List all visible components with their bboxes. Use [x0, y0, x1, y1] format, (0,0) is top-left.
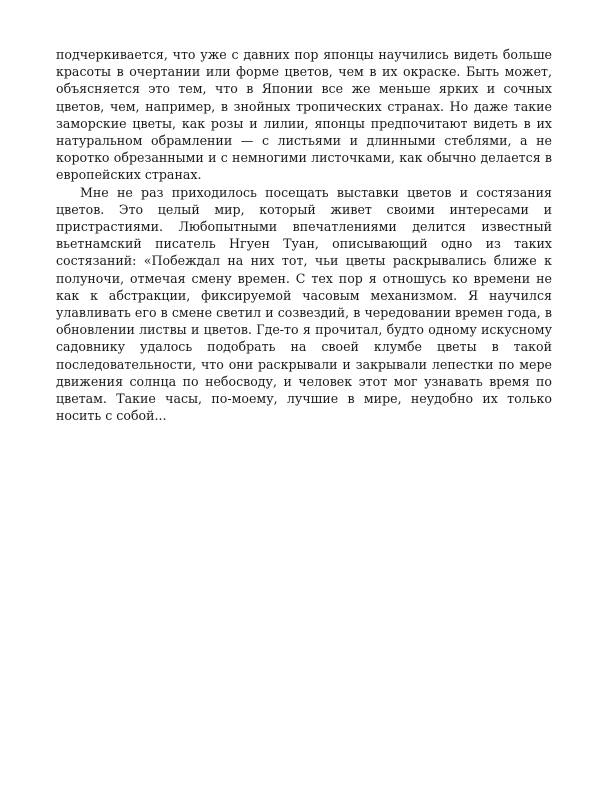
paragraph-flower-competitions: Мне не раз приходилось посещать выставки цветов и состязания цветов. Это целый мир, который живет своими интересами и пристрастиями. Любопытными впечатлениями делится известный вьетнамский писатель Нгуен Туан, описывающий одно из таких состязаний: «Побеждал на них тот, чьи цветы раскрывались ближе к полуночи, отмечая смену времен. С тех пор я отношусь ко времени не как к абстракции, фиксируемой часовым механизмом. Я научился улавливать его в смене светил и созвездий, в чередовании времен года, в обновлении листвы и цветов. Где-то я прочитал, будто одному искусному садовнику удалось подобрать на своей клумбе цветы в такой последовательности, что они раскрывали и закрывали лепестки по мере движения солнца по небосводу, и человек этот мог узнавать время по цветам. Такие часы, по-моему, лучшие в мире, неудобно их только носить с собой... [56, 184, 552, 424]
body-text [56, 46, 552, 424]
paragraph-continuation: подчеркивается, что уже с давних пор японцы научились видеть больше красоты в очертании или форме цветов, чем в их окраске. Быть может, объясняется это тем, что в Японии все же меньше ярких и сочных цветов, чем, например, в знойных тропических странах. Но даже такие заморские цветы, как розы и лилии, японцы предпочитают видеть в их натуральном обрамлении — с листьями и длинными стеблями, а не коротко обрезанными и с немногими листочками, как обычно делается в европейских странах. [56, 47, 552, 183]
